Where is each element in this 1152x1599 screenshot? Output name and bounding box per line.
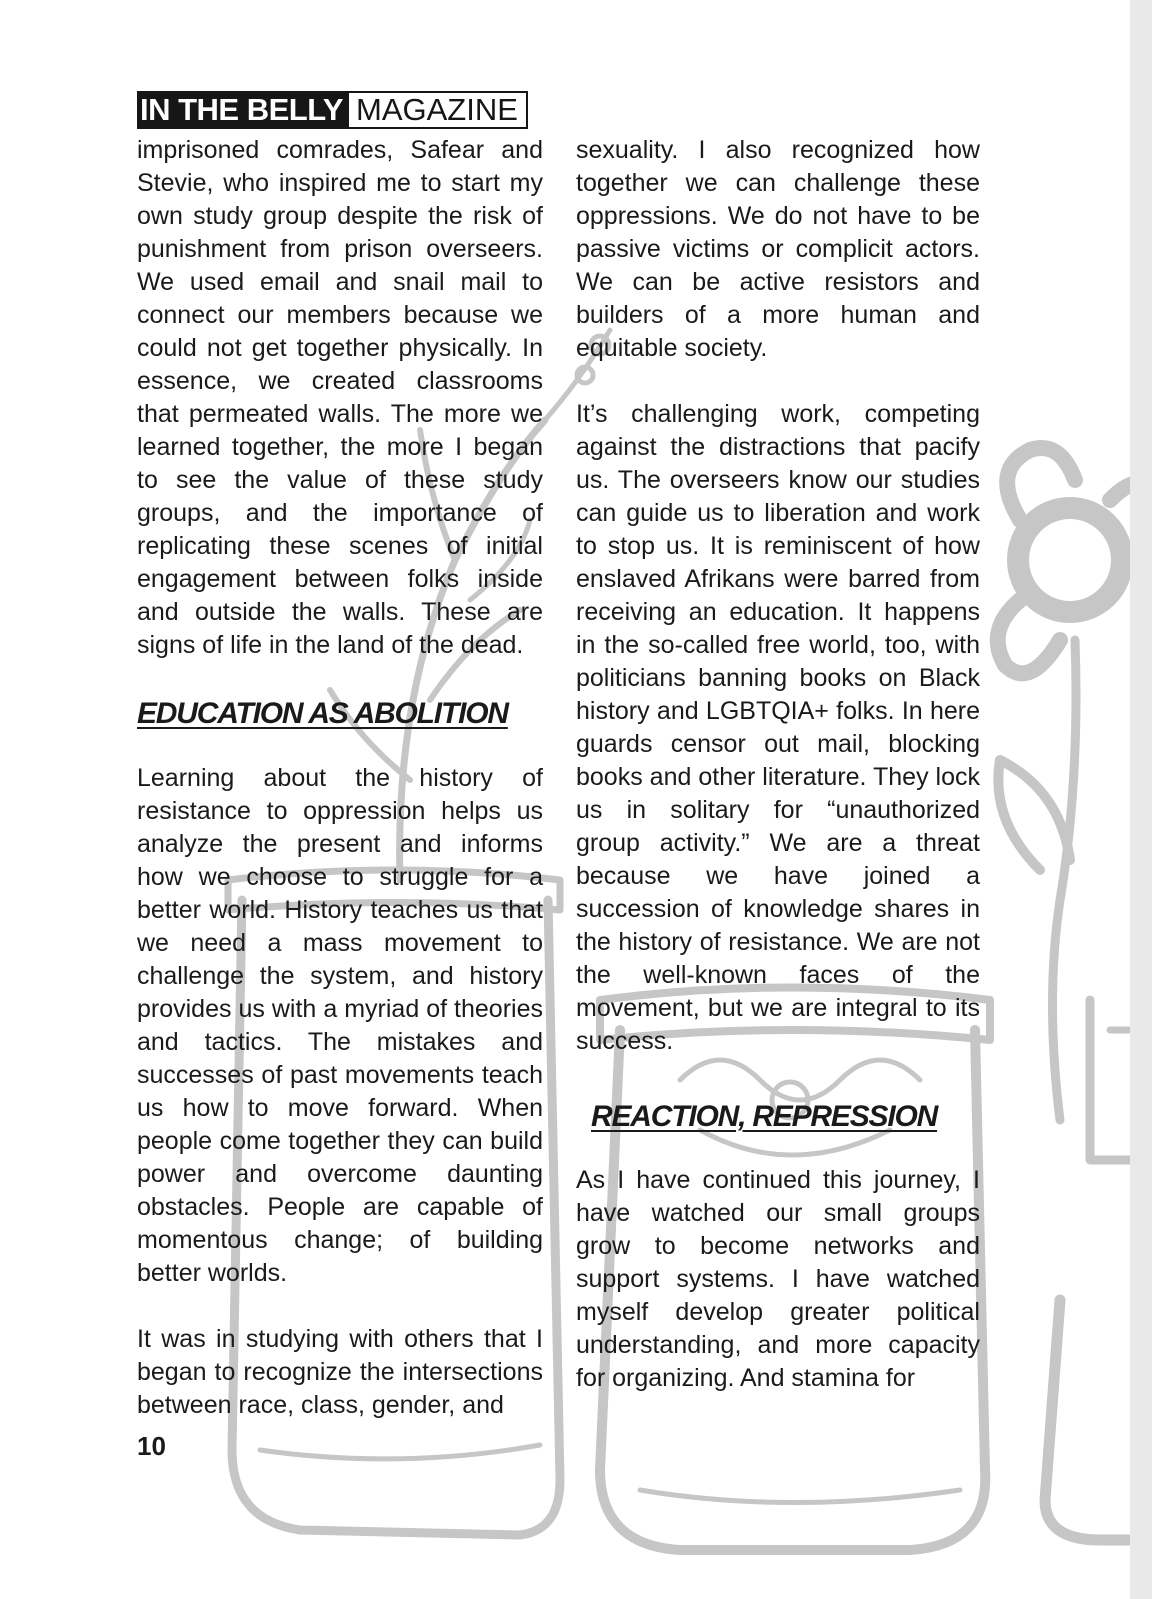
paragraph: It’s challenging work, competing against the distractions that pacify us. The overseers know our studies can guide us to liberation and work to stop us. It is reminiscent of how enslaved Afrikans were barred from receiving an education. It happens in the so-called free world, too, with politicians banning books on Black history and LGBTQIA+ folks. In here guards censor out mail, blocking books and other literature. They lock us in solitary for “unauthorized group activity.” We are a threat because we have joined a succession of knowledge shares in the history of resistance. We are not the well-known faces of the movement, but we are integral to its success. [576,400,980,1055]
paragraph: Learning about the history of resistance to oppression helps us analyze the present and informs how we choose to struggle for a better world. History teaches us that we need a mass movement to challenge the system, and history provides us with a myriad of theories and tactics. The mistakes and successes of past movements teach us how to move forward. When people come together they can build power and overcome daunting obstacles. People are capable of momentous change; of building better worlds. [137,764,543,1287]
page-edge [1130,0,1152,1599]
left-column-top [137,134,543,662]
flower-stem [1053,640,1077,1120]
page-number: 10 [137,1431,166,1461]
leaf [998,760,1070,870]
right-column-bottom [576,1164,980,1395]
right-column-top [576,134,980,1058]
left-column-bottom [137,762,543,1422]
paragraph: As I have continued this journey, I have watched our small groups grow to become networks and support systems. I have watched myself develop greater political understanding, and more capacity for organizing. And stamina for [576,1166,980,1392]
section-heading-education-as-abolition: EDUCATION AS ABOLITION [137,697,508,730]
paragraph: imprisoned comrades, Safear and Stevie, who inspired me to start my own study group despite the risk of punishment from prison overseers. We used email and snail mail to connect our members because we could not get together physically. In essence, we created classrooms that permeated walls. The more we learned together, the more I began to see the value of these study groups, and the importance of replicating these scenes of initial engagement between folks inside and outside the walls. These are signs of life in the land of the dead. [137,136,543,659]
masthead-section: MAGAZINE [349,91,528,129]
masthead-brand: IN THE BELLY [137,91,349,129]
paragraph: sexuality. I also recognized how together we can challenge these oppressions. We do not have to be passive victims or complicit actors. We can be active resistors and builders of a more human and equitable society. [576,136,980,362]
paragraph: It was in studying with others that I began to recognize the intersections between race, class, gender, and [137,1325,543,1419]
jar-ornament [680,1060,920,1100]
flower-center [1018,508,1122,612]
masthead [137,91,528,129]
section-heading-reaction-repression: REACTION, REPRESSION [591,1100,938,1133]
